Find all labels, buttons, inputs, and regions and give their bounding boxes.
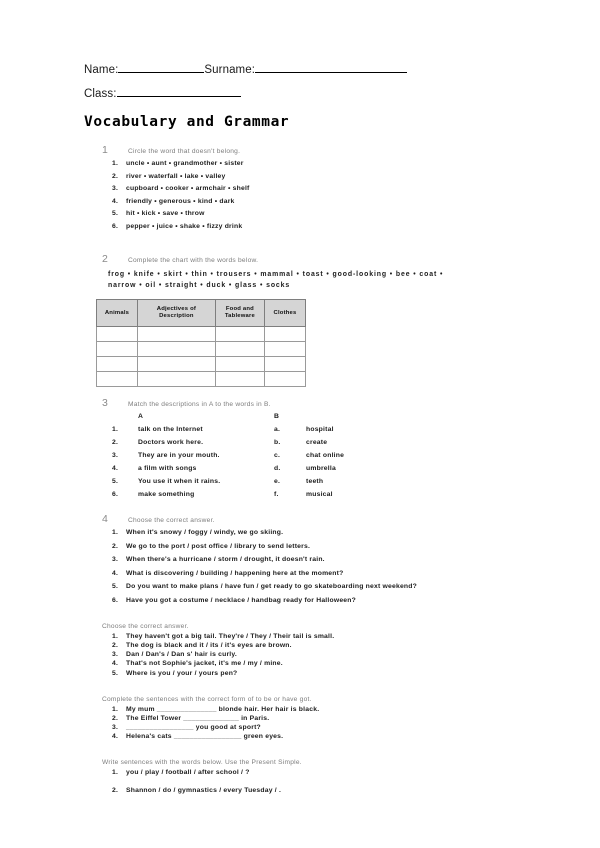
letter-b: e. <box>274 478 281 486</box>
item-text: Where is you / your / yours pen? <box>126 669 238 677</box>
table-cell[interactable] <box>265 342 306 357</box>
table-cell[interactable] <box>97 327 138 342</box>
description-a: a film with songs <box>138 465 197 473</box>
table-cell[interactable] <box>265 327 306 342</box>
letter-b: f. <box>274 491 279 499</box>
spacer <box>84 686 520 696</box>
section-7-list <box>112 769 520 794</box>
item-text: When it's snowy / foggy / windy, we go skiing. <box>126 529 284 537</box>
item-text: pepper • juice • shake • fizzy drink <box>126 222 243 230</box>
exercise-3 <box>84 397 520 498</box>
matching-column-headers <box>112 413 520 420</box>
list-item[interactable] <box>112 706 520 713</box>
table-row[interactable] <box>97 342 306 357</box>
list-item[interactable] <box>112 198 520 205</box>
item-text: My mum _______________ blonde hair. Her hair is black. <box>126 705 320 713</box>
column-a-label: A <box>138 413 143 421</box>
item-text: Have you got a costume / necklace / handbag ready for Halloween? <box>126 596 356 604</box>
exercise-1-number: 1 <box>102 144 108 156</box>
list-item[interactable] <box>112 185 520 192</box>
item-number: 4. <box>112 569 119 577</box>
table-cell[interactable] <box>97 357 138 372</box>
item-text: _________________ you good at sport? <box>126 723 261 731</box>
exercise-4-instruction: Choose the correct answer. <box>128 517 215 525</box>
matching-row[interactable] <box>112 465 520 472</box>
item-text: uncle • aunt • grandmother • sister <box>126 160 244 167</box>
item-number: 4. <box>112 733 119 741</box>
exercise-3-matching <box>112 413 520 498</box>
name-label: Name: <box>84 64 119 76</box>
list-item[interactable] <box>112 715 520 722</box>
item-number: 1. <box>112 160 119 167</box>
item-text: That's not Sophie's jacket, it's me / my / mine. <box>126 660 283 668</box>
section-7-instruction: Write sentences with the words below. Use the Present Simple. <box>102 759 302 767</box>
list-item[interactable] <box>112 769 520 776</box>
table-cell[interactable] <box>215 372 264 387</box>
list-item[interactable] <box>112 583 520 590</box>
item-number: 6. <box>112 596 119 604</box>
matching-row[interactable] <box>112 439 520 446</box>
exercise-3-number: 3 <box>102 397 108 410</box>
item-number: 2. <box>112 172 119 180</box>
item-number: 3. <box>112 556 119 564</box>
column-b-label: B <box>274 413 279 421</box>
item-number: 3. <box>112 651 119 659</box>
word-b: umbrella <box>306 465 336 473</box>
list-item[interactable] <box>112 660 520 667</box>
letter-b: c. <box>274 452 281 460</box>
exercise-3-instruction: Match the descriptions in A to the words in B. <box>128 401 271 409</box>
surname-blank[interactable] <box>255 72 407 73</box>
matching-row[interactable] <box>112 478 520 485</box>
exercise-4-header <box>102 513 520 525</box>
item-text: river • waterfall • lake • valley <box>126 172 226 180</box>
item-number: 6. <box>112 222 119 230</box>
item-number: 1. <box>112 529 119 537</box>
exercise-2 <box>84 253 520 388</box>
item-text: We go to the port / post office / library to send letters. <box>126 542 311 550</box>
class-label: Class: <box>84 88 117 100</box>
matching-row[interactable] <box>112 452 520 459</box>
table-row[interactable] <box>97 357 306 372</box>
name-surname-line <box>84 64 520 76</box>
matching-row[interactable] <box>112 491 520 498</box>
exercise-4-list <box>112 529 520 604</box>
section-to-be-have-got <box>84 696 520 741</box>
list-item[interactable] <box>112 556 520 563</box>
section-6-instruction: Complete the sentences with the correct form of to be or have got. <box>102 695 312 703</box>
row-number: 4. <box>112 465 119 473</box>
exercise-3-header <box>102 397 520 409</box>
table-cell[interactable] <box>265 357 306 372</box>
table-row[interactable] <box>97 372 306 387</box>
surname-label: Surname: <box>204 64 256 76</box>
list-item[interactable] <box>112 642 520 649</box>
item-text: The dog is black and it / its / it's eyes are brown. <box>126 641 292 649</box>
section-present-simple <box>84 759 520 794</box>
exercise-2-instruction: Complete the chart with the words below. <box>128 256 259 264</box>
exercise-1-instruction: Circle the word that doesn't belong. <box>128 148 241 155</box>
exercise-2-header <box>102 253 520 265</box>
description-a: talk on the Internet <box>138 426 203 434</box>
item-text: friendly • generous • kind • dark <box>126 197 235 205</box>
item-text: Do you want to make plans / have fun / get ready to go skateboarding next weekend? <box>126 583 417 591</box>
table-cell[interactable] <box>137 327 215 342</box>
description-a: They are in your mouth. <box>138 452 220 460</box>
description-a: make something <box>138 491 195 499</box>
list-item[interactable] <box>112 724 520 731</box>
item-text: Dan / Dan's / Dan s' hair is curly. <box>126 651 237 659</box>
worksheet-content <box>84 64 520 803</box>
item-text: The Eiffel Tower ______________ in Paris. <box>126 714 270 722</box>
table-row[interactable] <box>97 327 306 342</box>
item-number: 2. <box>112 641 119 649</box>
item-text: When there's a hurricane / storm / drought, it doesn't rain. <box>126 556 325 564</box>
column-header-animals: Animals <box>97 300 138 327</box>
word-b: chat online <box>306 452 345 460</box>
section-5-list <box>112 633 520 677</box>
list-item[interactable] <box>112 570 520 577</box>
table-cell[interactable] <box>265 372 306 387</box>
exercise-1-header <box>102 144 520 156</box>
letter-b: d. <box>274 465 281 473</box>
table-cell[interactable] <box>215 327 264 342</box>
list-item[interactable] <box>112 160 520 167</box>
list-item[interactable] <box>112 210 520 217</box>
item-number: 1. <box>112 769 119 777</box>
table-cell[interactable] <box>97 342 138 357</box>
exercise-4 <box>84 513 520 604</box>
exercise-1-list <box>112 160 520 230</box>
item-text: Shannon / do / gymnastics / every Tuesday / . <box>126 787 282 795</box>
table-cell[interactable] <box>215 342 264 357</box>
item-number: 3. <box>112 185 119 192</box>
row-number: 3. <box>112 452 119 460</box>
spacer <box>112 413 138 420</box>
list-item[interactable] <box>112 529 520 536</box>
item-number: 5. <box>112 583 119 591</box>
column-header-food: Food and Tableware <box>215 300 264 327</box>
exercise-2-word-bank: frog • knife • skirt • thin • trousers • mammal • toast • good-looking • bee • coat • narrow • oil • straight • duck • glass • socks <box>108 270 444 289</box>
description-a: You use it when it rains. <box>138 478 221 486</box>
item-text: What is discovering / building / happening here at the moment? <box>126 569 344 577</box>
word-b: create <box>306 439 328 447</box>
row-number: 2. <box>112 439 119 447</box>
item-text: hit • kick • save • throw <box>126 210 205 217</box>
row-number: 1. <box>112 426 119 434</box>
item-number: 3. <box>112 723 119 731</box>
letter-b: b. <box>274 439 281 447</box>
table-cell[interactable] <box>137 357 215 372</box>
item-number: 2. <box>112 542 119 550</box>
list-item[interactable] <box>112 223 520 230</box>
spacer <box>84 613 520 623</box>
description-a: Doctors work here. <box>138 439 204 447</box>
row-number: 5. <box>112 478 119 486</box>
item-text: you / play / football / after school / ? <box>126 769 250 777</box>
item-number: 2. <box>112 787 119 795</box>
item-text: They haven't got a big tail. They're / They / Their tail is small. <box>126 632 335 640</box>
table-body <box>97 327 306 387</box>
list-item[interactable] <box>112 670 520 677</box>
section-choose-correct-answer <box>84 623 520 677</box>
item-text: cupboard • cooker • armchair • shelf <box>126 185 250 192</box>
table-cell[interactable] <box>97 372 138 387</box>
class-blank[interactable] <box>117 96 241 97</box>
column-header-adjectives: Adjectives of Description <box>137 300 215 327</box>
word-b: hospital <box>306 426 334 434</box>
section-5-instruction: Choose the correct answer. <box>102 622 189 630</box>
item-text: Helena's cats _________________ green eyes. <box>126 733 284 741</box>
item-number: 4. <box>112 197 119 205</box>
name-blank[interactable] <box>118 72 204 73</box>
list-item[interactable] <box>112 787 520 794</box>
item-number: 5. <box>112 210 119 217</box>
list-item[interactable] <box>112 633 520 640</box>
spacer <box>84 749 520 759</box>
row-number: 6. <box>112 491 119 499</box>
letter-b: a. <box>274 426 281 434</box>
item-number: 5. <box>112 669 119 677</box>
exercise-2-number: 2 <box>102 252 108 265</box>
spacer <box>84 239 520 253</box>
matching-row[interactable] <box>112 426 520 433</box>
list-item[interactable] <box>112 733 520 740</box>
item-number: 2. <box>112 714 119 722</box>
item-number: 1. <box>112 632 119 640</box>
table-cell[interactable] <box>137 372 215 387</box>
word-b: musical <box>306 491 333 499</box>
table-cell[interactable] <box>215 357 264 372</box>
table-header-row <box>97 300 306 327</box>
section-6-list <box>112 706 520 741</box>
exercise-1 <box>84 144 520 230</box>
list-item[interactable] <box>112 173 520 180</box>
categories-table <box>96 299 306 387</box>
list-item[interactable] <box>112 651 520 658</box>
page-title: Vocabulary and Grammar <box>84 114 290 130</box>
list-item[interactable] <box>112 543 520 550</box>
column-header-clothes: Clothes <box>265 300 306 327</box>
exercise-4-number: 4 <box>102 513 108 526</box>
list-item[interactable] <box>112 597 520 604</box>
word-b: teeth <box>306 478 324 486</box>
table-cell[interactable] <box>137 342 215 357</box>
class-line <box>84 88 520 100</box>
item-number: 4. <box>112 660 119 668</box>
item-number: 1. <box>112 705 119 713</box>
